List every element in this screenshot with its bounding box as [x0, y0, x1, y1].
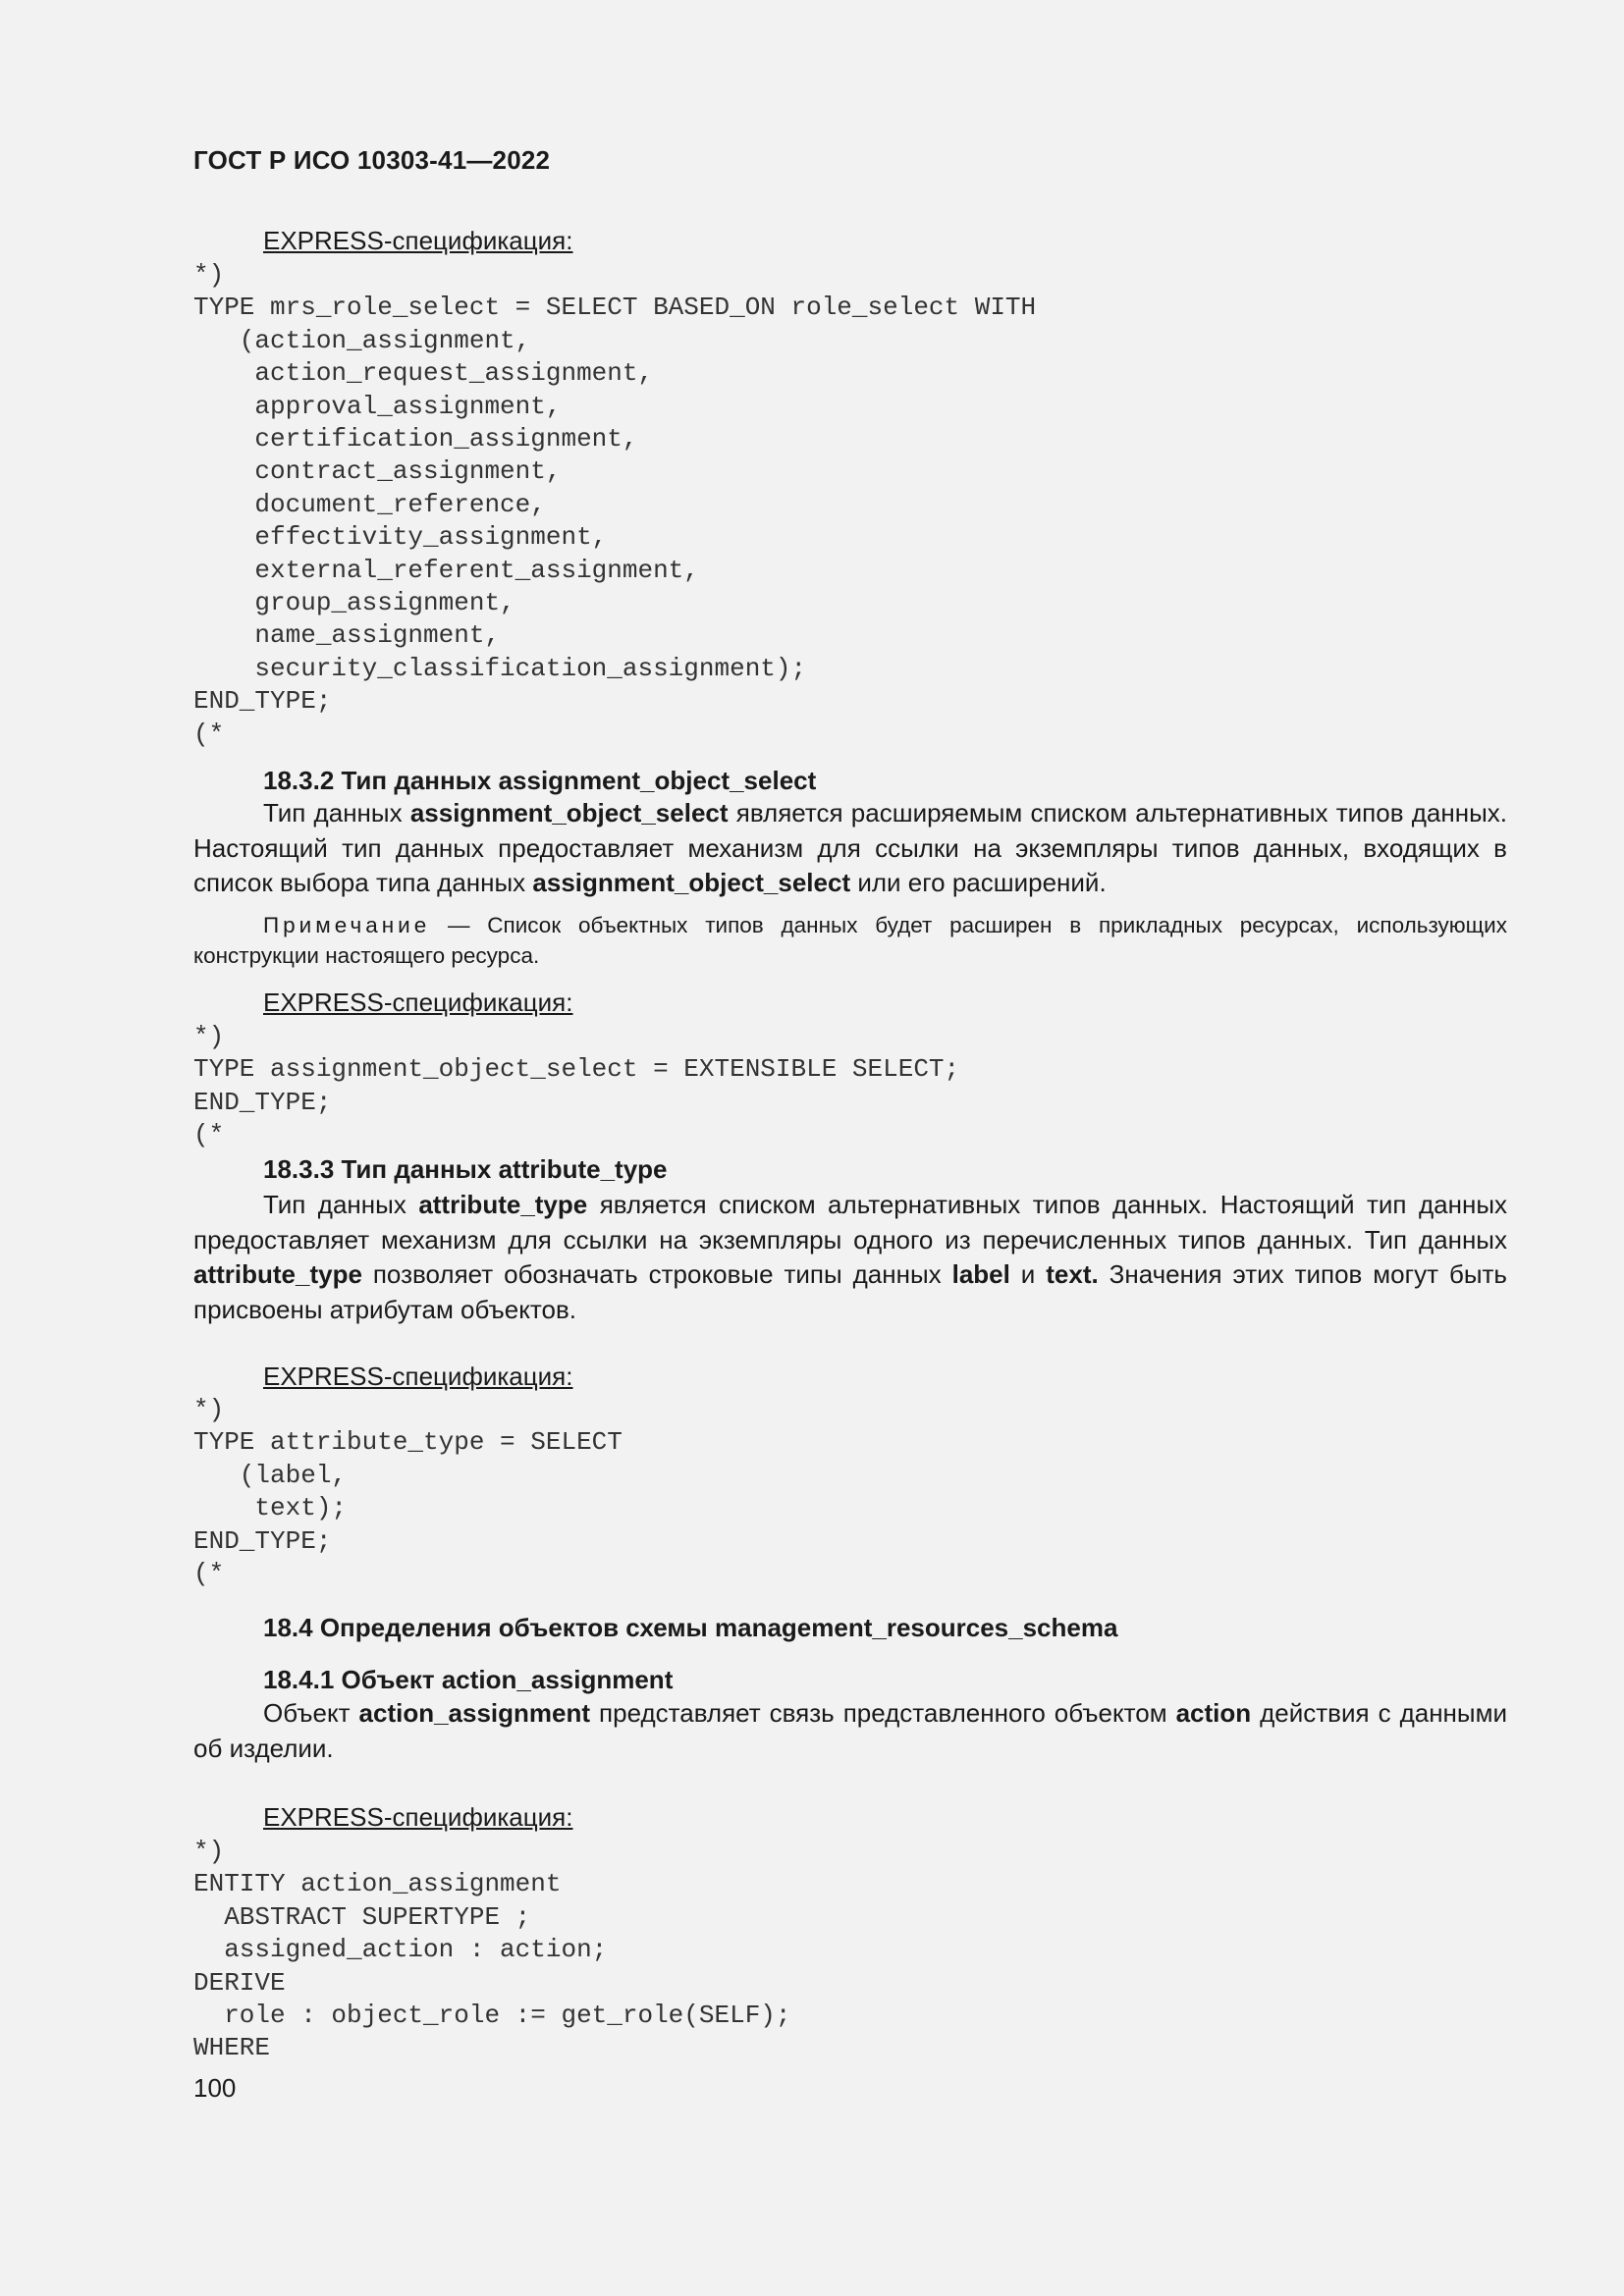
paragraph-18-4-1: Объект action_assignment представляет связь представленного объектом action действия с данными об изделии. [193, 1698, 1507, 1763]
paragraph-18-3-3: Тип данных attribute_type является списком альтернативных типов данных. Настоящий тип данных предоставляет механизм для ссылки на экземпляры одного из перечисленных типов данных. Тип данных attribute_type позволяет обозначать строковые типы данных label и text. Значения этих типов могут быть присвоены атрибутам объектов. [193, 1190, 1508, 1324]
paragraph-18-3-2: Тип данных assignment_object_select является расширяемым списком альтернативных типов данных. Настоящий тип данных предоставляет механизм для ссылки на экземпляры типов данных, входящих в список выбора типа данных assignment_object_select или его расширений. [193, 798, 1507, 897]
heading-18-3-2: 18.3.2 Тип данных assignment_object_select [263, 766, 817, 795]
express-spec-label: EXPRESS-спецификация: [263, 1802, 573, 1832]
heading-18-4-1: 18.4.1 Объект action_assignment [263, 1665, 674, 1694]
document-header: ГОСТ Р ИСО 10303-41—2022 [193, 145, 551, 175]
express-spec-label: EXPRESS-спецификация: [263, 1362, 573, 1391]
express-spec-label: EXPRESS-спецификация: [263, 988, 573, 1017]
code-assignment-object-select: *) TYPE assignment_object_select = EXTENSIBLE SELECT; END_TYPE; (* [193, 1022, 960, 1150]
note-18-3-2: Примечание — Список объектных типов данных будет расширен в прикладных ресурсах, использующих конструкции настоящего ресурса. [193, 913, 1507, 968]
heading-18-4: 18.4 Определения объектов схемы management_resources_schema [263, 1613, 1118, 1642]
code-attribute-type: *) TYPE attribute_type = SELECT (label, text); END_TYPE; (* [193, 1395, 623, 1589]
page-number: 100 [193, 2073, 237, 2103]
code-action-assignment: *) ENTITY action_assignment ABSTRACT SUPERTYPE ; assigned_action : action; DERIVE role : object_role := get_role(SELF); WHERE [193, 1837, 791, 2063]
code-mrs-role-select: *) TYPE mrs_role_select = SELECT BASED_ON role_select WITH (action_assignment, action_request_assignment, approval_assignment, certification_assignment, contract_assignment, document_reference, effectivity_assignment, external_referent_assignment, group_assignment, name_assignment, security_classification_assignment); END_TYPE; (* [193, 260, 1037, 749]
express-spec-label: EXPRESS-спецификация: [263, 226, 573, 255]
heading-18-3-3: 18.3.3 Тип данных attribute_type [263, 1154, 668, 1184]
